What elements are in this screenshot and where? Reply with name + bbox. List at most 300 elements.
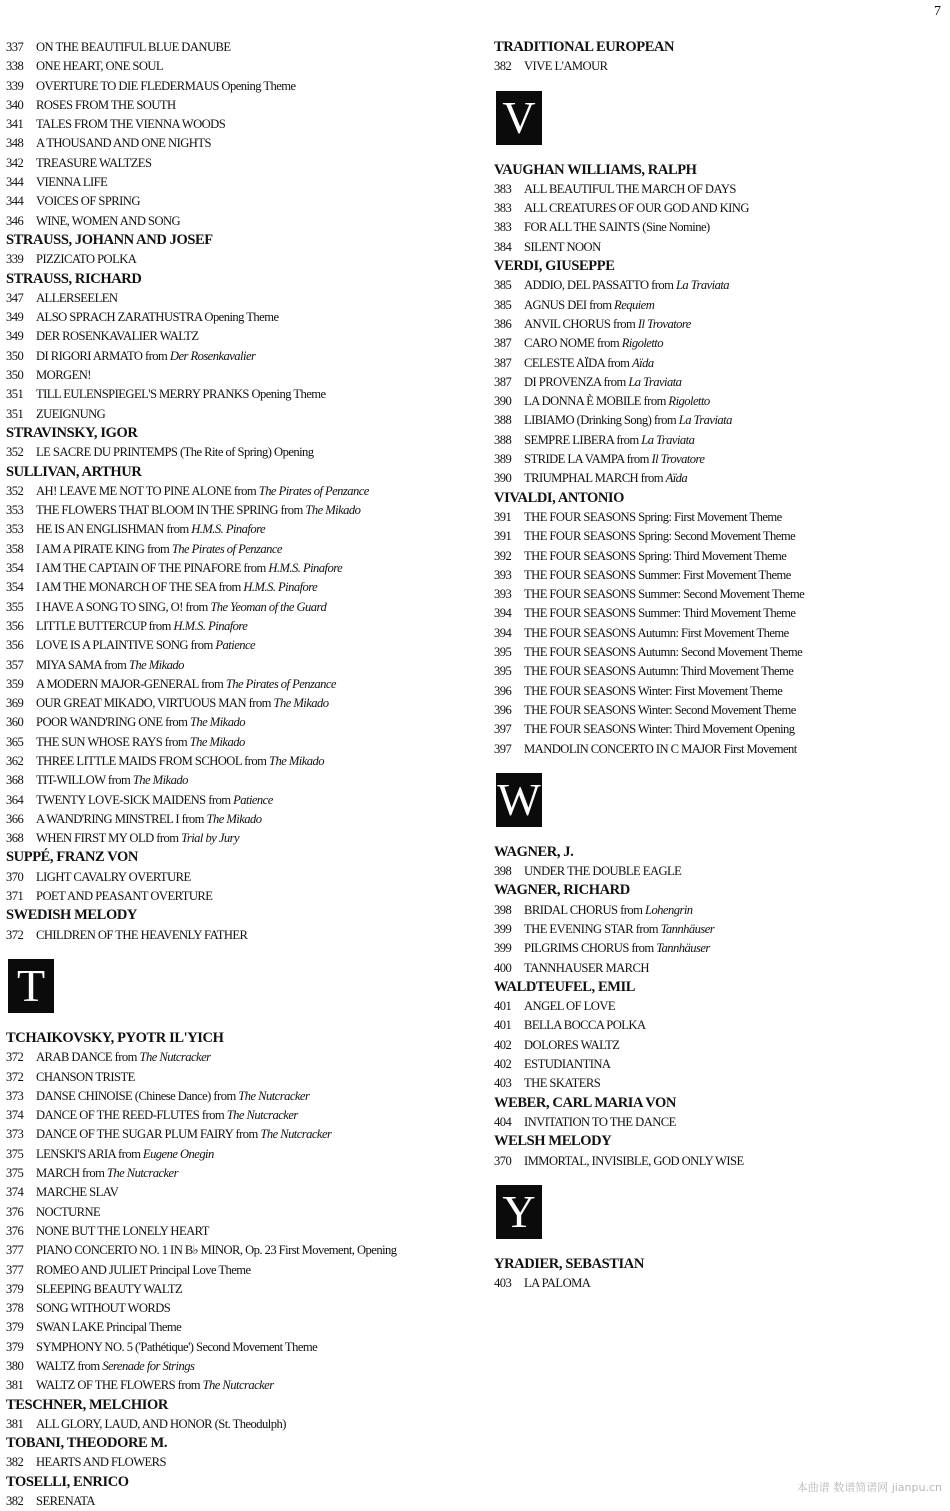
index-entry bbox=[494, 682, 944, 701]
page-ref-number: 386 bbox=[494, 316, 512, 331]
source-work: The Nutcracker bbox=[226, 1108, 298, 1123]
source-work: Tannhäuser bbox=[656, 941, 710, 956]
page-ref-number: 399 bbox=[494, 921, 512, 936]
source-work: The Mikado bbox=[189, 734, 245, 749]
composer-heading: VERDI, GIUSEPPE bbox=[494, 258, 615, 275]
page-ref-number: 341 bbox=[6, 117, 24, 132]
page-ref-number: 394 bbox=[494, 625, 512, 640]
source-work: The Nutcracker bbox=[139, 1050, 211, 1065]
index-entry bbox=[6, 791, 476, 810]
piece-title: CELESTE AÏDA from bbox=[524, 355, 632, 370]
piece-title: DER ROSENKAVALIER WALTZ bbox=[36, 329, 199, 344]
index-entry bbox=[6, 1125, 476, 1144]
index-entry bbox=[494, 527, 944, 546]
piece-title: WALTZ OF THE FLOWERS from bbox=[36, 1378, 203, 1393]
source-work: Patience bbox=[233, 792, 273, 807]
page-ref-number: 339 bbox=[6, 252, 24, 267]
source-work: Rigoletto bbox=[668, 394, 710, 409]
piece-title: THE FOUR SEASONS Autumn: Third Movement Theme bbox=[524, 664, 794, 679]
source-work: The Yeoman of the Guard bbox=[210, 599, 327, 614]
piece-title: LA DONNA È MOBILE from bbox=[524, 394, 669, 409]
page-ref-number: 393 bbox=[494, 587, 512, 602]
piece-title: MANDOLIN CONCERTO IN C MAJOR First Movement bbox=[524, 741, 797, 756]
page-ref-number: 372 bbox=[6, 927, 24, 942]
index-entry bbox=[494, 276, 944, 295]
piece-title: UNDER THE DOUBLE EAGLE bbox=[524, 864, 682, 879]
source-work: The Mikado bbox=[206, 811, 262, 826]
page-ref-number: 378 bbox=[6, 1301, 24, 1316]
piece-title: WALTZ from bbox=[36, 1359, 103, 1373]
index-entry bbox=[494, 199, 944, 218]
page-ref-number: 387 bbox=[494, 336, 512, 351]
index-entry bbox=[6, 405, 476, 424]
page-ref-number: 397 bbox=[494, 722, 512, 737]
page-ref-number: 372 bbox=[6, 1050, 24, 1065]
composer-heading: SUPPÉ, FRANZ VON bbox=[6, 849, 139, 866]
composer-heading: TOSELLI, ENRICO bbox=[6, 1473, 129, 1490]
piece-title: POET AND PEASANT OVERTURE bbox=[36, 889, 213, 904]
piece-title: A MODERN MAJOR-GENERAL from bbox=[36, 676, 226, 691]
index-entry bbox=[6, 1164, 476, 1183]
piece-title: I AM A PIRATE KING from bbox=[36, 541, 172, 556]
index-entry bbox=[6, 926, 476, 945]
page-ref-number: 402 bbox=[494, 1057, 512, 1072]
source-work: The Nutcracker bbox=[238, 1088, 310, 1103]
index-entry bbox=[494, 701, 944, 720]
composer-heading: SULLIVAN, ARTHUR bbox=[6, 463, 142, 480]
piece-title: TANNHAUSER MARCH bbox=[524, 960, 649, 975]
source-work: The Mikado bbox=[189, 715, 245, 730]
piece-title: I HAVE A SONG TO SING, O! from bbox=[36, 599, 211, 614]
page-ref-number: 353 bbox=[6, 522, 24, 537]
page-ref-number: 403 bbox=[494, 1276, 512, 1291]
composer-heading: WEBER, CARL MARIA VON bbox=[494, 1094, 676, 1111]
piece-title: THE FOUR SEASONS Autumn: First Movement Theme bbox=[524, 625, 789, 640]
index-entry bbox=[494, 604, 944, 623]
piece-title: TIT-WILLOW from bbox=[36, 773, 133, 788]
piece-title: SYMPHONY NO. 5 ('Pathétique') Second Movement Theme bbox=[36, 1339, 318, 1354]
piece-title: THE FOUR SEASONS Summer: Third Movement Theme bbox=[524, 606, 796, 621]
index-entry bbox=[494, 508, 944, 527]
index-entry bbox=[494, 1074, 944, 1093]
source-work: Der Rosenkavalier bbox=[169, 348, 256, 363]
index-entry bbox=[6, 868, 476, 887]
piece-title: IMMORTAL, INVISIBLE, GOD ONLY WISE bbox=[524, 1153, 744, 1168]
piece-title: A THOUSAND AND ONE NIGHTS bbox=[36, 136, 211, 151]
piece-title: WHEN FIRST MY OLD from bbox=[36, 831, 182, 846]
page-ref-number: 390 bbox=[494, 394, 512, 409]
source-work: The Pirates of Penzance bbox=[225, 676, 336, 691]
index-entry bbox=[6, 366, 476, 385]
page-ref-number: 387 bbox=[494, 355, 512, 370]
piece-title: AGNUS DEI from bbox=[524, 297, 615, 312]
page-ref-number: 396 bbox=[494, 702, 512, 717]
page-ref-number: 392 bbox=[494, 548, 512, 563]
page-ref-number: 347 bbox=[6, 290, 24, 305]
page-ref-number: 391 bbox=[494, 509, 512, 524]
piece-title: ALL CREATURES OF OUR GOD AND KING bbox=[524, 201, 749, 216]
piece-title: MIYA SAMA from bbox=[36, 657, 129, 672]
page-ref-number: 339 bbox=[6, 78, 24, 93]
piece-title: WINE, WOMEN AND SONG bbox=[36, 213, 181, 228]
piece-title: VOICES OF SPRING bbox=[36, 194, 140, 209]
index-entry bbox=[6, 250, 476, 269]
index-entry bbox=[494, 1274, 944, 1293]
page-ref-number: 398 bbox=[494, 902, 512, 917]
page-ref-number: 350 bbox=[6, 348, 24, 363]
piece-title: POOR WAND'RING ONE from bbox=[36, 715, 190, 730]
source-work: Trial by Jury bbox=[181, 831, 240, 846]
index-entry bbox=[6, 1048, 476, 1067]
piece-title: ROMEO AND JULIET Principal Love Theme bbox=[36, 1262, 251, 1277]
page-ref-number: 375 bbox=[6, 1166, 24, 1181]
page-ref-number: 388 bbox=[494, 413, 512, 428]
composer-heading: TRADITIONAL EUROPEAN bbox=[494, 39, 675, 55]
index-entry bbox=[494, 392, 944, 411]
page-ref-number: 368 bbox=[6, 773, 24, 788]
page-ref-number: 383 bbox=[494, 201, 512, 216]
index-entry bbox=[494, 315, 944, 334]
piece-title: THE FOUR SEASONS Autumn: Second Movement Theme bbox=[524, 645, 803, 660]
source-work: Il Trovatore bbox=[637, 316, 691, 331]
index-entry bbox=[6, 192, 476, 211]
piece-title: THE FOUR SEASONS Summer: First Movement Theme bbox=[524, 567, 791, 582]
index-entry bbox=[6, 752, 476, 771]
page-ref-number: 379 bbox=[6, 1320, 24, 1335]
index-entry bbox=[494, 585, 944, 604]
index-entry bbox=[6, 617, 476, 636]
page-ref-number: 342 bbox=[6, 155, 24, 170]
page-ref-number: 393 bbox=[494, 567, 512, 582]
page-ref-number: 388 bbox=[494, 432, 512, 447]
index-entry bbox=[6, 636, 476, 655]
index-entry bbox=[494, 547, 944, 566]
index-entry bbox=[494, 1055, 944, 1074]
piece-title: OUR GREAT MIKADO, VIRTUOUS MAN from bbox=[36, 696, 274, 711]
page-ref-number: 399 bbox=[494, 941, 512, 956]
page-ref-number: 369 bbox=[6, 696, 24, 711]
piece-title: SWAN LAKE Principal Theme bbox=[36, 1320, 182, 1335]
source-work: Tannhäuser bbox=[660, 921, 715, 936]
index-entry bbox=[494, 450, 944, 469]
letter-section bbox=[494, 1171, 944, 1255]
index-entry bbox=[6, 1203, 476, 1222]
index-entry bbox=[6, 829, 476, 848]
index-entry bbox=[6, 443, 476, 462]
letter-section bbox=[494, 77, 944, 161]
index-entry bbox=[6, 520, 476, 539]
index-entry bbox=[494, 566, 944, 585]
page-ref-number: 376 bbox=[6, 1223, 24, 1238]
piece-title: ONE HEART, ONE SOUL bbox=[36, 59, 164, 74]
piece-title: ALL BEAUTIFUL THE MARCH OF DAYS bbox=[524, 181, 736, 196]
piece-title: SEMPRE LIBERA from bbox=[524, 432, 642, 447]
page-ref-number: 358 bbox=[6, 541, 24, 556]
page-ref-number: 401 bbox=[494, 1018, 512, 1033]
index-entry bbox=[494, 662, 944, 681]
page-ref-number: 400 bbox=[494, 960, 512, 975]
source-work: Requiem bbox=[614, 297, 655, 312]
index-entry bbox=[6, 1106, 476, 1125]
index-entry bbox=[494, 469, 944, 488]
source-work: The Nutcracker bbox=[260, 1127, 332, 1142]
piece-title: THE EVENING STAR from bbox=[524, 921, 661, 936]
piece-title: ANGEL OF LOVE bbox=[524, 999, 616, 1014]
page-ref-number: 382 bbox=[6, 1455, 24, 1470]
index-entry bbox=[6, 1241, 476, 1260]
index-entry bbox=[6, 347, 476, 366]
index-entry bbox=[6, 1318, 476, 1337]
page-ref-number: 350 bbox=[6, 368, 24, 383]
page-ref-number: 384 bbox=[494, 239, 512, 254]
index-entry bbox=[494, 624, 944, 643]
index-entry bbox=[6, 1492, 476, 1511]
index-entry bbox=[6, 1415, 476, 1434]
piece-title: TREASURE WALTZES bbox=[36, 155, 152, 170]
index-entry bbox=[6, 289, 476, 308]
index-entry bbox=[6, 578, 476, 597]
piece-title: FOR ALL THE SAINTS (Sine Nomine) bbox=[524, 220, 710, 235]
page-ref-number: 352 bbox=[6, 483, 24, 498]
page-ref-number: 370 bbox=[6, 869, 24, 884]
piece-title: DI PROVENZA from bbox=[524, 374, 629, 389]
page-ref-number: 353 bbox=[6, 503, 24, 518]
page-ref-number: 366 bbox=[6, 811, 24, 826]
piece-title: SERENATA bbox=[36, 1494, 95, 1509]
index-entry bbox=[6, 77, 476, 96]
index-entry bbox=[6, 327, 476, 346]
page-ref-number: 355 bbox=[6, 599, 24, 614]
index-entry bbox=[6, 1222, 476, 1241]
piece-title: AH! LEAVE ME NOT TO PINE ALONE from bbox=[36, 483, 259, 498]
page-ref-number: 357 bbox=[6, 657, 24, 672]
page-ref-number: 397 bbox=[494, 741, 512, 756]
composer-heading: TESCHNER, MELCHIOR bbox=[6, 1396, 168, 1413]
composer-heading: VAUGHAN WILLIAMS, RALPH bbox=[494, 161, 697, 178]
index-entry bbox=[6, 810, 476, 829]
source-work: Aïda bbox=[665, 471, 688, 486]
page-ref-number: 372 bbox=[6, 1069, 24, 1084]
source-work: The Mikado bbox=[269, 753, 325, 768]
index-entry bbox=[494, 238, 944, 257]
source-work: La Traviata bbox=[641, 432, 695, 447]
piece-title: HEARTS AND FLOWERS bbox=[36, 1455, 166, 1470]
piece-title: ALL GLORY, LAUD, AND HONOR (St. Theodulph) bbox=[36, 1416, 286, 1431]
composer-heading: STRAVINSKY, IGOR bbox=[6, 424, 138, 441]
index-entry bbox=[6, 96, 476, 115]
index-entry bbox=[6, 115, 476, 134]
piece-title: OVERTURE TO DIE FLEDERMAUS Opening Theme bbox=[36, 78, 296, 93]
piece-title: TRIUMPHAL MARCH from bbox=[524, 471, 666, 486]
source-work: The Mikado bbox=[273, 696, 329, 711]
composer-heading: VIVALDI, ANTONIO bbox=[494, 489, 625, 506]
piece-title: LE SACRE DU PRINTEMPS (The Rite of Spring) Opening bbox=[36, 445, 314, 460]
page-ref-number: 368 bbox=[6, 831, 24, 846]
source-work: Il Trovatore bbox=[651, 452, 705, 467]
page-ref-number: 396 bbox=[494, 683, 512, 698]
page-ref-number: 391 bbox=[494, 529, 512, 544]
piece-title: INVITATION TO THE DANCE bbox=[524, 1114, 676, 1129]
index-entry bbox=[494, 1036, 944, 1055]
index-entry bbox=[6, 1261, 476, 1280]
composer-heading: STRAUSS, RICHARD bbox=[6, 270, 142, 287]
section-letter-box: Y bbox=[496, 1185, 542, 1239]
composer-heading: WELSH MELODY bbox=[494, 1133, 612, 1150]
source-work: La Traviata bbox=[678, 413, 732, 428]
index-entry bbox=[494, 1016, 944, 1035]
piece-title: DOLORES WALTZ bbox=[524, 1037, 620, 1052]
page-ref-number: 385 bbox=[494, 297, 512, 312]
piece-title: A WAND'RING MINSTREL I from bbox=[36, 811, 207, 826]
piece-title: LA PALOMA bbox=[524, 1276, 591, 1291]
source-work: Eugene Onegin bbox=[142, 1146, 214, 1161]
index-entry bbox=[6, 57, 476, 76]
piece-title: MARCH from bbox=[36, 1166, 107, 1181]
page-ref-number: 395 bbox=[494, 664, 512, 679]
index-entry bbox=[6, 1087, 476, 1106]
index-entry bbox=[6, 887, 476, 906]
index-entry bbox=[6, 540, 476, 559]
section-letter-box: V bbox=[496, 91, 542, 145]
source-work: The Mikado bbox=[132, 773, 188, 788]
index-entry bbox=[6, 1357, 476, 1376]
page-ref-number: 383 bbox=[494, 220, 512, 235]
piece-title: NONE BUT THE LONELY HEART bbox=[36, 1223, 209, 1238]
piece-title: DANCE OF THE REED-FLUTES from bbox=[36, 1108, 227, 1123]
page-ref-number: 379 bbox=[6, 1281, 24, 1296]
composer-heading: STRAUSS, JOHANN AND JOSEF bbox=[6, 231, 213, 248]
source-work: The Pirates of Penzance bbox=[258, 483, 369, 498]
index-entry bbox=[494, 57, 944, 76]
piece-title: LITTLE BUTTERCUP from bbox=[36, 618, 174, 633]
index-entry bbox=[494, 411, 944, 430]
piece-title: I AM THE CAPTAIN OF THE PINAFORE from bbox=[36, 561, 269, 576]
page-ref-number: 344 bbox=[6, 175, 24, 190]
index-entry bbox=[6, 1376, 476, 1395]
page-ref-number: 381 bbox=[6, 1378, 24, 1393]
index-entry bbox=[494, 218, 944, 237]
page-ref-number: 385 bbox=[494, 278, 512, 293]
page-ref-number: 382 bbox=[6, 1494, 24, 1509]
composer-heading: WALDTEUFEL, EMIL bbox=[494, 978, 636, 995]
piece-title: SLEEPING BEAUTY WALTZ bbox=[36, 1281, 183, 1296]
piece-title: THE SUN WHOSE RAYS from bbox=[36, 734, 190, 749]
piece-title: THE FOUR SEASONS Winter: First Movement Theme bbox=[524, 683, 783, 698]
source-work: H.M.S. Pinafore bbox=[243, 580, 318, 595]
piece-title: THE FOUR SEASONS Summer: Second Movement Theme bbox=[524, 587, 805, 602]
piece-title: I AM THE MONARCH OF THE SEA from bbox=[36, 580, 244, 595]
piece-title: TALES FROM THE VIENNA WOODS bbox=[36, 117, 226, 132]
composer-heading: SWEDISH MELODY bbox=[6, 907, 137, 924]
index-entry bbox=[494, 1113, 944, 1132]
index-entry bbox=[6, 1280, 476, 1299]
page-ref-number: 374 bbox=[6, 1185, 24, 1200]
piece-title: LIGHT CAVALRY OVERTURE bbox=[36, 869, 191, 884]
piece-title: ON THE BEAUTIFUL BLUE DANUBE bbox=[36, 40, 231, 54]
page-ref-number: 365 bbox=[6, 734, 24, 749]
source-work: H.M.S. Pinafore bbox=[268, 561, 343, 576]
page-ref-number: 379 bbox=[6, 1339, 24, 1354]
piece-title: ADDIO, DEL PASSATTO from bbox=[524, 278, 676, 293]
piece-title: HE IS AN ENGLISHMAN from bbox=[36, 522, 192, 537]
index-entry bbox=[494, 373, 944, 392]
page-ref-number: 398 bbox=[494, 864, 512, 879]
page-ref-number: 390 bbox=[494, 471, 512, 486]
piece-title: DANSE CHINOISE (Chinese Dance) from bbox=[36, 1088, 239, 1103]
piece-title: THE SKATERS bbox=[524, 1076, 601, 1091]
page-ref-number: 344 bbox=[6, 194, 24, 209]
index-entry bbox=[6, 598, 476, 617]
piece-title: TWENTY LOVE-SICK MAIDENS from bbox=[36, 792, 234, 807]
source-work: The Pirates of Penzance bbox=[171, 541, 282, 556]
index-entry bbox=[494, 334, 944, 353]
page-ref-number: 346 bbox=[6, 213, 24, 228]
piece-title: ESTUDIANTINA bbox=[524, 1057, 611, 1072]
piece-title: LOVE IS A PLAINTIVE SONG from bbox=[36, 638, 216, 653]
page-ref-number: 354 bbox=[6, 580, 24, 595]
index-entry bbox=[6, 1299, 476, 1318]
piece-title: ALLERSEELEN bbox=[36, 290, 118, 305]
index-entry bbox=[494, 862, 944, 881]
piece-title: SILENT NOON bbox=[524, 239, 601, 254]
piece-title: ZUEIGNUNG bbox=[36, 406, 106, 421]
piece-title: LIBIAMO (Drinking Song) from bbox=[524, 413, 679, 428]
page-ref-number: 356 bbox=[6, 638, 24, 653]
index-entry bbox=[6, 1145, 476, 1164]
composer-heading: TCHAIKOVSKY, PYOTR IL'YICH bbox=[6, 1029, 224, 1046]
page-ref-number: 360 bbox=[6, 715, 24, 730]
page-ref-number: 374 bbox=[6, 1108, 24, 1123]
page-ref-number: 377 bbox=[6, 1262, 24, 1277]
source-work: Aïda bbox=[631, 355, 654, 370]
piece-title: BELLA BOCCA POLKA bbox=[524, 1018, 646, 1033]
page-number: 7 bbox=[934, 4, 941, 19]
page-ref-number: 373 bbox=[6, 1127, 24, 1142]
index-entry bbox=[494, 720, 944, 739]
page-ref-number: 383 bbox=[494, 181, 512, 196]
page-ref-number: 382 bbox=[494, 59, 512, 74]
page-ref-number: 364 bbox=[6, 792, 24, 807]
index-entry bbox=[6, 1183, 476, 1202]
page-ref-number: 359 bbox=[6, 676, 24, 691]
piece-title: SONG WITHOUT WORDS bbox=[36, 1301, 171, 1316]
index-entry bbox=[494, 959, 944, 978]
page-ref-number: 401 bbox=[494, 999, 512, 1014]
source-work: La Traviata bbox=[675, 278, 730, 293]
piece-title: ARAB DANCE from bbox=[36, 1050, 140, 1065]
page-ref-number: 349 bbox=[6, 329, 24, 344]
index-entry bbox=[6, 694, 476, 713]
composer-heading: WAGNER, J. bbox=[494, 843, 574, 860]
index-entry bbox=[6, 482, 476, 501]
index-entry bbox=[494, 180, 944, 199]
index-entry bbox=[6, 656, 476, 675]
piece-title: ROSES FROM THE SOUTH bbox=[36, 97, 176, 112]
piece-title: THE FOUR SEASONS Spring: First Movement Theme bbox=[524, 509, 782, 524]
index-entry bbox=[6, 38, 476, 57]
piece-title: ANVIL CHORUS from bbox=[524, 316, 638, 331]
piece-title: VIENNA LIFE bbox=[36, 175, 108, 190]
piece-title: BRIDAL CHORUS from bbox=[524, 902, 645, 917]
index-entry bbox=[494, 901, 944, 920]
index-entry bbox=[494, 431, 944, 450]
page-ref-number: 351 bbox=[6, 406, 24, 421]
index-column-right bbox=[494, 38, 944, 1293]
index-entry bbox=[6, 675, 476, 694]
piece-title: MARCHE SLAV bbox=[36, 1185, 119, 1200]
page-ref-number: 377 bbox=[6, 1243, 24, 1258]
page-ref-number: 373 bbox=[6, 1088, 24, 1103]
